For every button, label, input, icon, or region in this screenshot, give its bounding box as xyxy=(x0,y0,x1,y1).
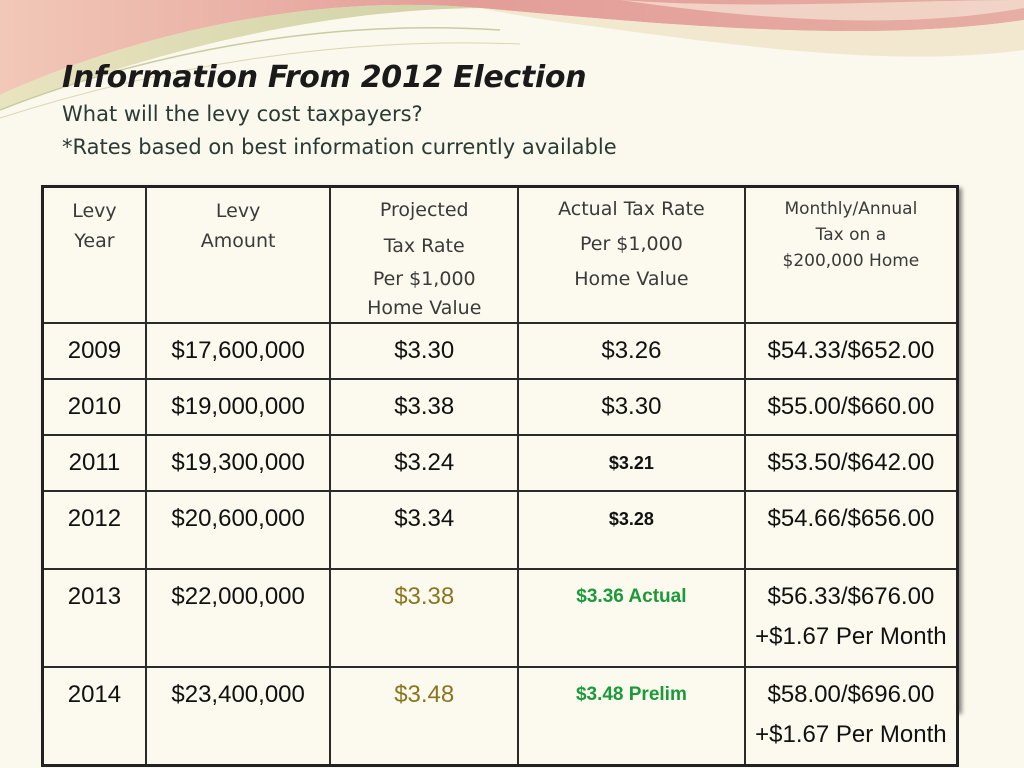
cell-actual: $3.26 xyxy=(518,323,745,379)
header-levy-amount: Levy Amount xyxy=(146,187,331,324)
table-row xyxy=(43,435,958,491)
table-row xyxy=(43,667,958,766)
monthly-increase: +$1.67 Per Month xyxy=(755,721,947,748)
cell-projected: $3.48 xyxy=(330,667,518,766)
cell-amount: $19,000,000 xyxy=(146,379,331,435)
table-row xyxy=(43,379,958,435)
slide-subtitle: What will the levy cost taxpayers? xyxy=(62,102,423,126)
cell-actual: $3.36 Actual xyxy=(518,569,745,667)
cell-projected: $3.30 xyxy=(330,323,518,379)
cell-amount: $23,400,000 xyxy=(146,667,331,766)
cell-actual: $3.30 xyxy=(518,379,745,435)
cell-year: 2011 xyxy=(43,435,146,491)
cell-year: 2012 xyxy=(43,491,146,569)
cell-amount: $22,000,000 xyxy=(146,569,331,667)
header-monthly-annual: Monthly/Annual Tax on a $200,000 Home xyxy=(745,187,958,324)
cell-year: 2010 xyxy=(43,379,146,435)
slide-title: Information From 2012 Election xyxy=(62,60,587,95)
cell-projected: $3.38 xyxy=(330,569,518,667)
levy-table-container xyxy=(41,185,959,748)
cell-monthly: $54.33/$652.00 xyxy=(745,323,958,379)
cell-actual: $3.21 xyxy=(518,435,745,491)
slide-note: *Rates based on best information currently available xyxy=(62,135,617,159)
header-actual-rate: Actual Tax Rate Per $1,000 Home Value xyxy=(518,187,745,324)
cell-monthly: $55.00/$660.00 xyxy=(745,379,958,435)
cell-actual: $3.28 xyxy=(518,491,745,569)
cell-monthly xyxy=(745,569,958,667)
header-row xyxy=(43,187,958,324)
title-block xyxy=(62,58,962,164)
cell-year: 2009 xyxy=(43,323,146,379)
monthly-annual-value: $56.33/$676.00 xyxy=(767,583,935,610)
cell-monthly xyxy=(745,667,958,766)
header-projected-rate: Projected Tax Rate Per $1,000 Home Value xyxy=(330,187,518,324)
cell-amount: $20,600,000 xyxy=(146,491,331,569)
monthly-annual-value: $58.00/$696.00 xyxy=(767,681,935,708)
table-row xyxy=(43,323,958,379)
table-row xyxy=(43,569,958,667)
cell-monthly: $54.66/$656.00 xyxy=(745,491,958,569)
cell-year: 2014 xyxy=(43,667,146,766)
cell-projected: $3.38 xyxy=(330,379,518,435)
header-levy-year: Levy Year xyxy=(43,187,146,324)
table-row xyxy=(43,491,958,569)
cell-amount: $17,600,000 xyxy=(146,323,331,379)
cell-projected: $3.24 xyxy=(330,435,518,491)
levy-table xyxy=(41,185,959,767)
monthly-increase: +$1.67 Per Month xyxy=(755,623,947,650)
cell-amount: $19,300,000 xyxy=(146,435,331,491)
cell-projected: $3.34 xyxy=(330,491,518,569)
cell-actual: $3.48 Prelim xyxy=(518,667,745,766)
cell-monthly: $53.50/$642.00 xyxy=(745,435,958,491)
cell-year: 2013 xyxy=(43,569,146,667)
